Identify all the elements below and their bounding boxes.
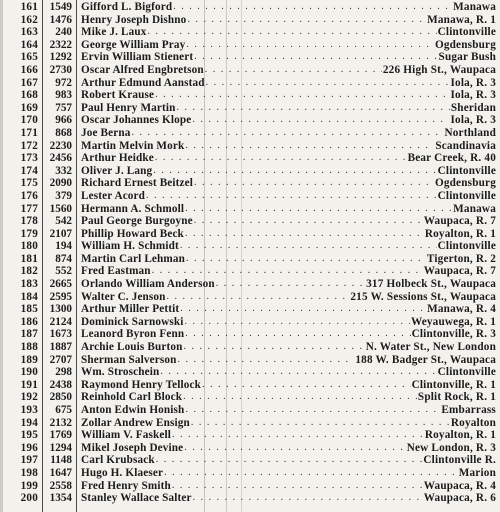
serial-number: 332 (55, 164, 72, 177)
dot-leader (185, 328, 410, 341)
registrant-address: Northland (444, 126, 496, 139)
registrant-address: Marion (458, 466, 496, 479)
registrant-row (0, 278, 496, 291)
row-number: 183 (20, 278, 38, 291)
registrant-address: Clintonville, R. 1 (411, 378, 496, 391)
dot-leader (155, 89, 449, 102)
registrant-name: Richard Ernest Beitzel (81, 177, 194, 190)
dot-leader (193, 492, 423, 505)
registrant-row (0, 77, 496, 90)
dot-leader (216, 278, 365, 291)
registrant-row (0, 1, 496, 14)
registrant-address: Clintonville, R. 3 (411, 328, 496, 341)
registrant-address: Waupaca, R. 7 (423, 265, 496, 278)
registrant-address: Manawa, R. 4 (427, 303, 496, 316)
dot-leader (187, 14, 426, 27)
registrant-row (0, 480, 496, 493)
serial-number: 2558 (49, 479, 72, 492)
row-number: 197 (20, 454, 38, 467)
registrant-row (0, 140, 496, 153)
row-number: 190 (20, 366, 38, 379)
serial-number: 2665 (49, 278, 72, 291)
dot-leader (206, 77, 450, 90)
registrant-row (0, 391, 496, 404)
registrant-row (0, 316, 496, 329)
serial-number: 542 (55, 215, 72, 228)
registrant-row (0, 14, 496, 27)
dot-leader (183, 341, 364, 354)
registrant-row (0, 404, 496, 417)
row-number: 200 (20, 492, 38, 505)
serial-number: 868 (55, 126, 72, 139)
registrant-address: Weyauwega, R. 1 (410, 315, 496, 328)
row-number: 188 (20, 341, 38, 354)
registrant-address: Sugar Bush (438, 51, 496, 64)
registrant-name: Wm. Stroschein (81, 366, 160, 379)
registrant-row (0, 165, 496, 178)
dot-leader (202, 379, 411, 392)
row-number: 162 (20, 13, 38, 26)
registrant-name: Dominick Sarnowski (81, 315, 184, 328)
serial-number: 1354 (49, 492, 72, 505)
registrant-address: Clintonville (437, 164, 496, 177)
registrant-row (0, 442, 496, 455)
registrant-address: 317 Holbeck St., Waupaca (366, 278, 496, 291)
registrant-row (0, 354, 496, 367)
registrant-name: George William Pray (81, 38, 186, 51)
registrant-row (0, 152, 496, 165)
serial-number: 379 (55, 189, 72, 202)
dot-leader (172, 480, 423, 493)
registrant-name: Mikel Joseph Devine (81, 441, 184, 454)
row-number: 175 (20, 177, 38, 190)
registrant-name: Oliver J. Lang (81, 164, 153, 177)
row-number: 179 (20, 227, 38, 240)
registrant-row (0, 203, 496, 216)
dot-leader (167, 291, 350, 304)
registrant-row (0, 240, 496, 253)
row-number: 161 (20, 1, 38, 13)
serial-number: 2132 (49, 416, 72, 429)
registrant-row (0, 341, 496, 354)
registrant-row (0, 253, 496, 266)
registrant-address: Ogdensburg (434, 38, 496, 51)
registrant-name: William V. Faskell (81, 429, 172, 442)
row-number: 191 (20, 378, 38, 391)
dot-leader (160, 366, 436, 379)
row-number: 166 (20, 63, 38, 76)
registrant-row (0, 492, 496, 505)
registrant-address: Waupaca, R. 7 (423, 215, 496, 228)
serial-number: 2124 (49, 315, 72, 328)
dot-leader (185, 404, 440, 417)
registrant-row (0, 417, 496, 430)
registrant-name: Oscar Alfred Engbretson (81, 63, 204, 76)
row-number: 184 (20, 290, 38, 303)
registrant-name: Martin Melvin Mork (81, 139, 185, 152)
row-number: 192 (20, 391, 38, 404)
row-number: 187 (20, 328, 38, 341)
registrant-address: Clintonville (437, 240, 496, 253)
dot-leader (155, 152, 407, 165)
dot-leader (186, 253, 426, 266)
serial-number: 2456 (49, 152, 72, 165)
row-number: 167 (20, 76, 38, 89)
registrant-address: Waupaca, R. 6 (423, 492, 496, 505)
serial-number: 1887 (49, 341, 72, 354)
row-number: 173 (20, 152, 38, 165)
registrant-address: Waupaca, R. 4 (423, 479, 496, 492)
registrant-name: Paul George Burgoyne (81, 215, 193, 228)
registrant-row (0, 89, 496, 102)
serial-number: 2595 (49, 290, 72, 303)
serial-number: 298 (55, 366, 72, 379)
registrant-row (0, 366, 496, 379)
registrant-address: Royalton, R. 1 (424, 227, 496, 240)
row-number: 165 (20, 51, 38, 64)
registrant-address: New London, R. 3 (406, 441, 496, 454)
row-number: 172 (20, 139, 38, 152)
registrant-address: Bear Creek, R. 40 (407, 152, 496, 165)
row-number: 163 (20, 26, 38, 39)
dot-leader (180, 240, 437, 253)
dot-leader (132, 127, 444, 140)
registrant-name: Mike J. Laux (81, 26, 147, 39)
serial-number: 874 (55, 252, 72, 265)
registrant-name: Reinhold Carl Block (81, 391, 183, 404)
row-number: 196 (20, 441, 38, 454)
registrant-row (0, 328, 496, 341)
registrant-address: Clintonville (437, 189, 496, 202)
row-number: 186 (20, 315, 38, 328)
registrant-name: Ervin William Stienert (81, 51, 194, 64)
serial-number: 2707 (49, 353, 72, 366)
row-number: 168 (20, 89, 38, 102)
registrant-row (0, 454, 496, 467)
serial-number: 240 (55, 26, 72, 39)
dot-leader (184, 442, 405, 455)
registrant-row (0, 127, 496, 140)
registrant-address: Manawa, R. 1 (427, 13, 496, 26)
row-number: 171 (20, 126, 38, 139)
registrant-address: Scandinavia (435, 139, 496, 152)
registrant-row (0, 177, 496, 190)
row-number: 198 (20, 466, 38, 479)
registrant-name: Leanord Byron Fenn (81, 328, 185, 341)
registrant-name: Arthur Heidke (81, 152, 154, 165)
dot-leader (153, 165, 436, 178)
row-number: 199 (20, 479, 38, 492)
registrant-name: Phillip Howard Beck (81, 227, 184, 240)
row-number: 178 (20, 215, 38, 228)
registrant-address: Royalton (450, 416, 496, 429)
registrant-row (0, 190, 496, 203)
serial-number: 2322 (49, 38, 72, 51)
registrant-row (0, 26, 496, 39)
registrant-row (0, 291, 496, 304)
row-number: 169 (20, 101, 38, 114)
registrant-name: Henry Joseph Dishno (81, 13, 187, 26)
registrant-name: Zollar Andrew Ensign (81, 416, 190, 429)
row-number: 176 (20, 189, 38, 202)
dot-leader (180, 303, 426, 316)
row-number: 177 (20, 202, 38, 215)
serial-number: 1292 (49, 51, 72, 64)
dot-leader (194, 51, 437, 64)
registrant-address: 226 High St., Waupaca (382, 63, 496, 76)
registrant-name: Orlando William Anderson (81, 278, 215, 291)
row-number: 180 (20, 240, 38, 253)
serial-number: 1560 (49, 202, 72, 215)
registrant-address: Embarrass (441, 404, 496, 416)
registrant-address: Split Rock, R. 1 (417, 391, 496, 404)
row-number: 181 (20, 252, 38, 265)
registrant-name: Lester Acord (81, 189, 146, 202)
row-number: 170 (20, 114, 38, 127)
row-number: 164 (20, 38, 38, 51)
row-number: 189 (20, 353, 38, 366)
dot-leader (186, 39, 434, 52)
registrant-address: Clintonville (437, 26, 496, 39)
serial-number: 972 (55, 76, 72, 89)
serial-number: 1549 (49, 1, 72, 13)
row-number: 174 (20, 164, 38, 177)
registrant-address: Clintonville (437, 366, 496, 379)
registrant-address: Manawa (453, 1, 496, 13)
serial-number: 1769 (49, 429, 72, 442)
serial-number: 1647 (49, 466, 72, 479)
row-number: 185 (20, 303, 38, 316)
dot-leader (191, 417, 450, 430)
row-number: 182 (20, 265, 38, 278)
registrant-address: 188 W. Badger St., Waupaca (355, 353, 496, 366)
registrant-row (0, 114, 496, 127)
registrant-name: William H. Schmidt (81, 240, 179, 253)
serial-number: 675 (55, 404, 72, 416)
registrant-name: Walter C. Jenson (81, 290, 166, 303)
registrant-address: Manawa (453, 202, 496, 215)
serial-number: 194 (55, 240, 72, 253)
dot-leader (194, 215, 423, 228)
registrant-row (0, 39, 496, 52)
dot-leader (185, 203, 452, 216)
registrant-name: Joe Berna (81, 126, 131, 139)
serial-number: 2090 (49, 177, 72, 190)
serial-number: 2107 (49, 227, 72, 240)
serial-number: 2730 (49, 63, 72, 76)
registrant-name: Fred Henry Smith (81, 479, 171, 492)
registrant-name: Raymond Henry Tellock (81, 378, 202, 391)
registrant-name: Robert Krause (81, 89, 155, 102)
registrant-row (0, 467, 496, 480)
serial-number: 2850 (49, 391, 72, 404)
dot-leader (184, 316, 409, 329)
serial-number: 552 (55, 265, 72, 278)
dot-leader (183, 391, 417, 404)
registrant-name: Arthur Edmund Aanstad (81, 76, 205, 89)
dot-leader (177, 102, 450, 115)
registrant-address: Royalton, R. 1 (424, 429, 496, 442)
serial-number: 966 (55, 114, 72, 127)
registrant-row (0, 265, 496, 278)
registrant-address: N. Water St., New London (365, 341, 496, 354)
registrant-name: Archie Louis Burton (81, 341, 183, 354)
registrant-address: Ogdensburg (434, 177, 496, 190)
registrant-list (0, 1, 496, 505)
dot-leader (164, 467, 458, 480)
registrant-name: Gifford L. Bigford (81, 1, 173, 13)
row-number: 193 (20, 404, 38, 416)
serial-number: 1476 (49, 13, 72, 26)
serial-number: 757 (55, 101, 72, 114)
dot-leader (156, 454, 423, 467)
registrant-address: Clintonville R. (423, 454, 496, 467)
registrant-address: Iola, R. 3 (450, 76, 496, 89)
registrant-address: Iola, R. 3 (450, 89, 496, 102)
serial-number: 983 (55, 89, 72, 102)
dot-leader (146, 190, 437, 203)
registrant-name: Hugo H. Klaeser (81, 466, 164, 479)
dot-leader (152, 265, 423, 278)
dot-leader (177, 354, 354, 367)
dot-leader (148, 26, 437, 39)
registrant-name: Carl Krubsack (81, 454, 155, 467)
registrant-name: Hermann A. Schmoll (81, 202, 185, 215)
dot-leader (194, 177, 434, 190)
serial-number: 2438 (49, 378, 72, 391)
dot-leader (185, 228, 424, 241)
registrant-name: Anton Edwin Honish (81, 404, 185, 416)
dot-leader (173, 1, 452, 14)
registrant-name: Fred Eastman (81, 265, 151, 278)
registrant-address: Tigerton, R. 2 (426, 252, 496, 265)
serial-number: 1294 (49, 441, 72, 454)
dot-leader (185, 140, 434, 153)
registrant-row (0, 64, 496, 77)
registrant-address: Sheridan (450, 101, 496, 114)
registrant-row (0, 429, 496, 442)
serial-number: 1300 (49, 303, 72, 316)
dot-leader (172, 429, 424, 442)
serial-number: 1148 (50, 454, 72, 467)
registrant-row (0, 102, 496, 115)
row-number: 195 (20, 429, 38, 442)
registrant-name: Paul Henry Martin (81, 101, 176, 114)
serial-number: 1673 (49, 328, 72, 341)
registrant-address: 215 W. Sessions St., Waupaca (350, 290, 496, 303)
registrant-name: Martin Carl Lehman (81, 252, 185, 265)
row-number: 194 (20, 416, 38, 429)
registrant-row (0, 228, 496, 241)
registrant-row (0, 379, 496, 392)
registrant-name: Arthur Miller Pettit (81, 303, 180, 316)
dot-leader (192, 114, 449, 127)
registrant-row (0, 303, 496, 316)
registrant-row (0, 215, 496, 228)
registrant-address: Iola, R. 3 (450, 114, 496, 127)
dot-leader (205, 64, 382, 77)
serial-number: 2230 (49, 139, 72, 152)
registrant-name: Oscar Johannes Klope (81, 114, 192, 127)
registrant-name: Stanley Wallace Salter (81, 492, 192, 505)
registrant-row (0, 51, 496, 64)
registrant-name: Sherman Salverson (81, 353, 177, 366)
